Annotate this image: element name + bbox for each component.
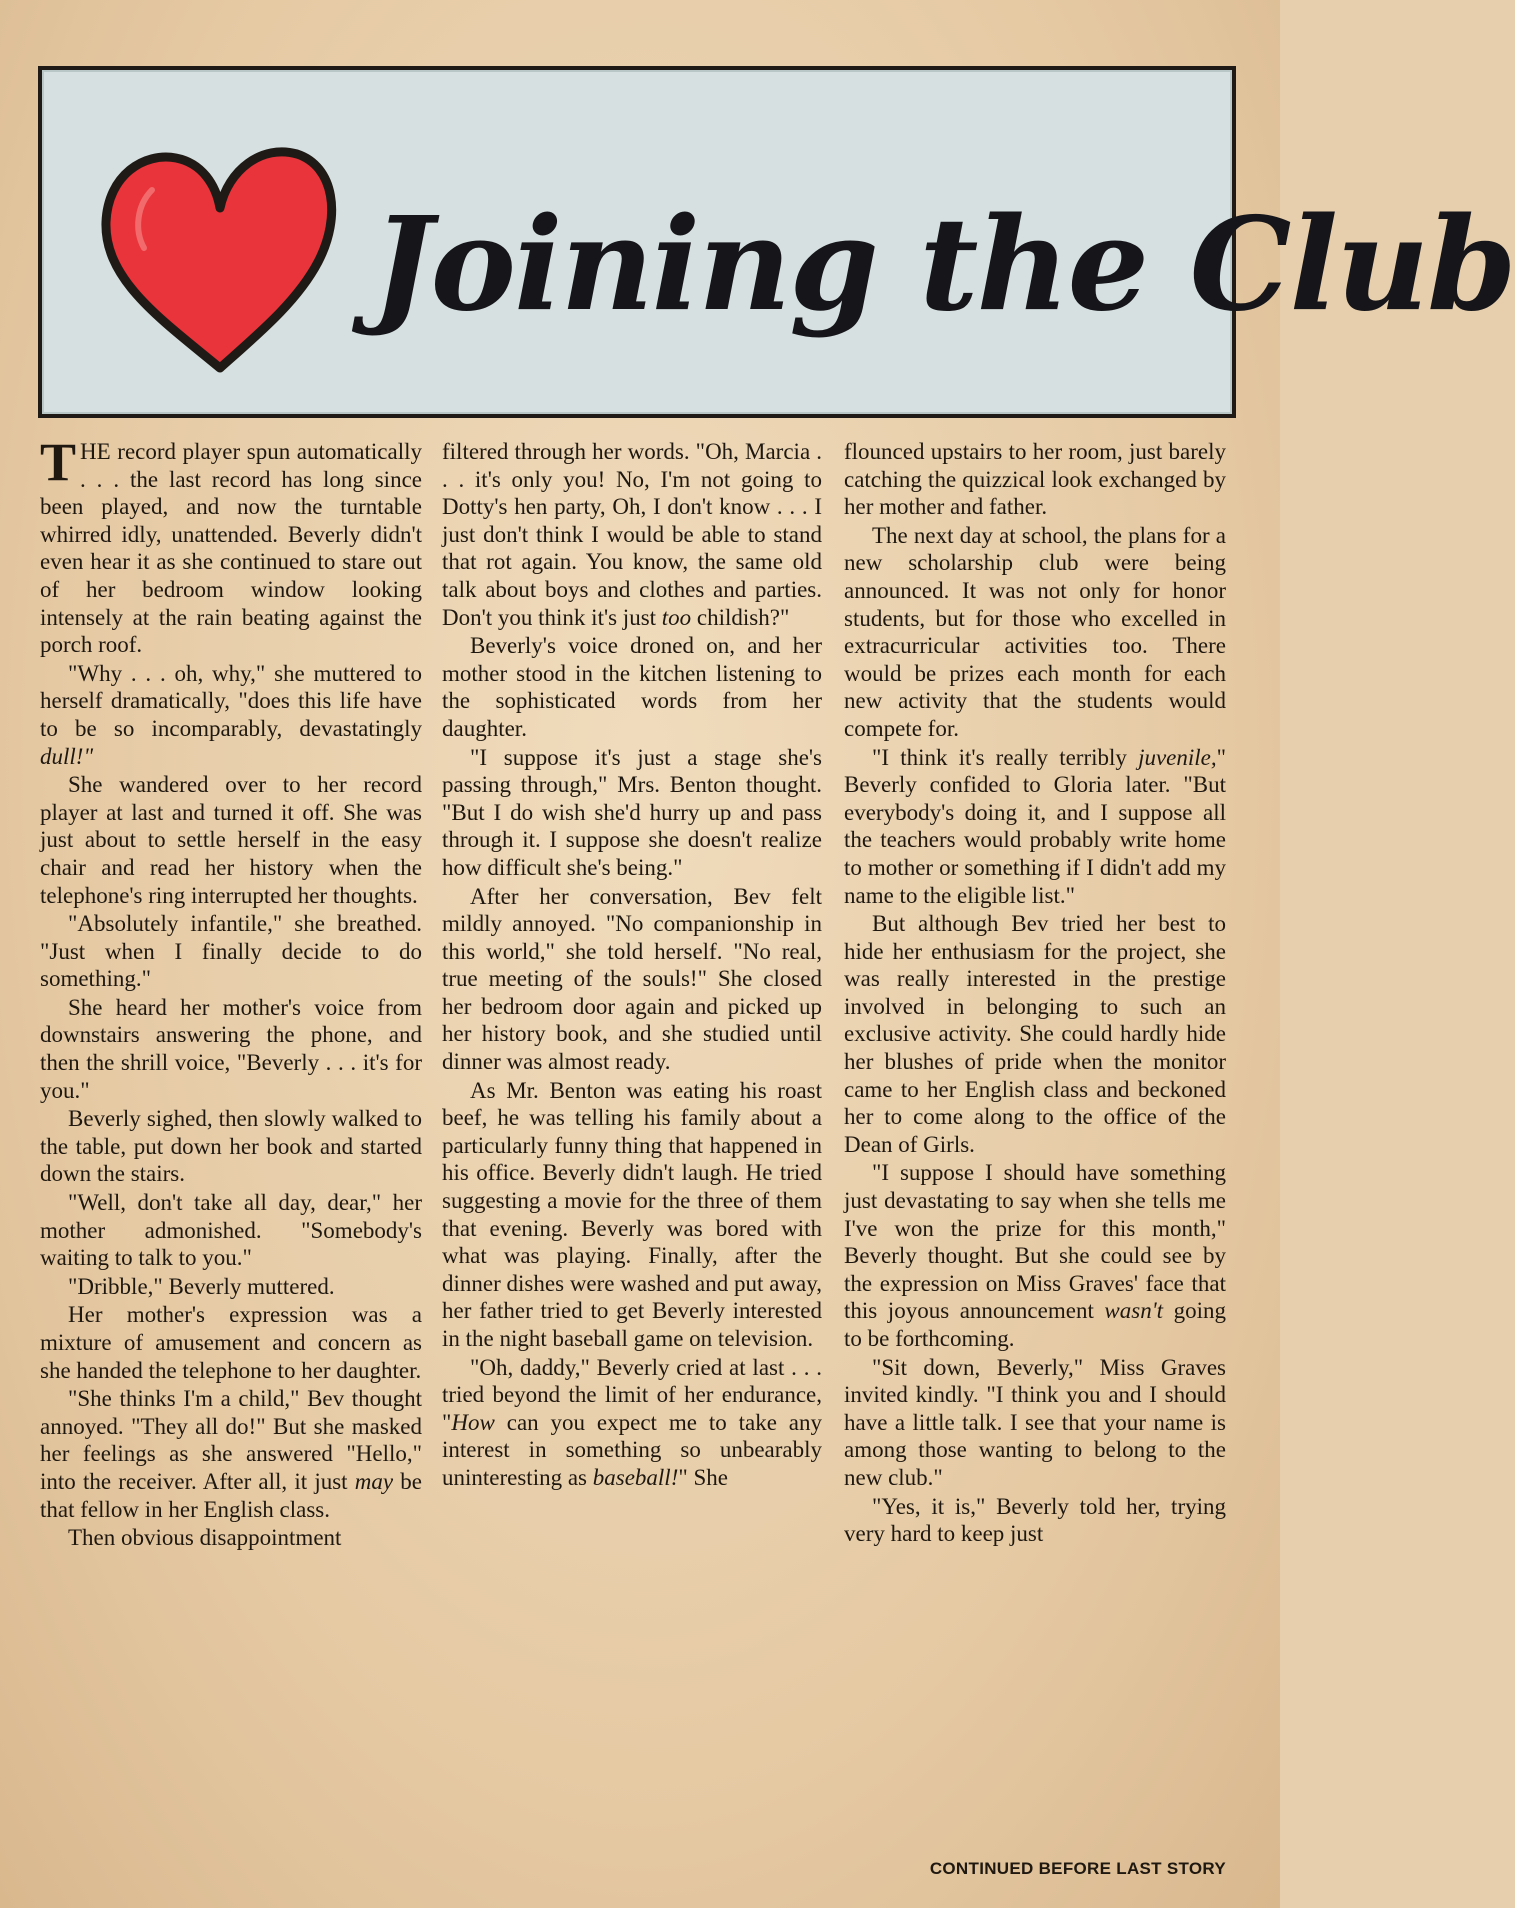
paragraph-text: "Oh, daddy," Beverly cried at last . . . tried beyond the limit of her endurance, " (442, 1354, 822, 1435)
emphasis-text: too (661, 604, 692, 630)
paragraph-text: "She thinks I'm a child," Bev thought annoyed. "They all do!" But she masked her feelings as she answered "Hello," into the receiver. After all, it just (40, 1386, 422, 1494)
paragraph (40, 660, 422, 770)
continued-note: CONTINUED BEFORE LAST STORY (929, 1859, 1226, 1878)
paragraph (844, 1159, 1226, 1352)
heart-icon (92, 130, 347, 380)
emphasis-text: dull!" (40, 743, 94, 769)
paragraph-text: "I suppose I should have something just devastating to say when she tells me I've won the prize for this month," Beverly thought. But she could see by the expression on Miss Graves' face that this joyous announcement (844, 1160, 1226, 1324)
paragraph-text: be that fellow in her English class. (40, 1468, 422, 1522)
paragraph: "I suppose it's just a stage she's passing through," Mrs. Benton thought. "But I do wish she'd hurry up and pass through it. I suppose she doesn't realize how difficult she's being." (442, 744, 822, 880)
paragraph: She heard her mother's voice from downstairs answering the phone, and then the shrill voice, "Beverly . . . it's for you." (40, 994, 422, 1103)
paragraph (442, 1354, 822, 1492)
emphasis-text: juvenile, (1138, 744, 1217, 770)
paragraph: "Absolutely infantile," she breathed. "Just when I finally decide to do something." (40, 911, 422, 992)
paragraph: "Yes, it is," Beverly told her, trying very hard to keep just (844, 1493, 1226, 1547)
paragraph: But although Bev tried her best to hide her enthusiasm for the project, she was really interested in the prestige involved in belonging to such an exclusive activity. She could hardly hide her blushes of pride when the monitor came to her English class and beckoned her to come along to the office of the Dean of Girls. (844, 911, 1226, 1157)
paragraph-text: filtered through her words. "Oh, Marcia . . . it's only you! No, I'm not going to Dotty's hen party, Oh, I don't know . . . I just don't think I would be able to stand that rot again. You know, the same old talk about boys and clothes and parties. Don't you think it's just (442, 439, 822, 630)
paragraph: Beverly sighed, then slowly walked to the table, put down her book and started down the stairs. (40, 1106, 422, 1187)
text-column-1 (40, 432, 422, 1552)
emphasis-text: wasn't (1104, 1298, 1164, 1324)
paragraph: "Sit down, Beverly," Miss Graves invited kindly. "I think you and I should have a little talk. I see that your name is among those wanting to belong to the new club." (844, 1354, 1226, 1490)
paragraph-text: going to be forthcoming. (844, 1298, 1226, 1351)
paragraph: She wandered over to her record player at last and turned it off. She was just about to settle herself in the easy chair and read her history when the telephone's ring interrupted her thoughts. (40, 772, 422, 908)
text-column-2 (442, 438, 822, 1492)
paragraph-text: HE record player spun automatically . . . the last record has long since been played, and now the turntable whirred idly, unattended. Beverly didn't even hear it as she continued to stare out of her bedroom window looking intensely at the rain beating against the porch roof. (40, 439, 422, 658)
title-panel (38, 66, 1515, 418)
paragraph: The next day at school, the plans for a new scholarship club were being announced. It was not only for honor students, but for those who excelled in extracurricular activities too. There would be prizes each month for each new activity that the students would compete for. (844, 522, 1226, 741)
paragraph: "Dribble," Beverly muttered. (68, 1273, 335, 1299)
story-title: Joining the Club (372, 190, 1515, 340)
emphasis-text: may (354, 1468, 394, 1494)
paragraph: "Well, don't take all day, dear," her mother admonished. "Somebody's waiting to talk to you." (40, 1190, 422, 1271)
paragraph (442, 438, 822, 631)
paragraph-text: "I think it's really terribly (872, 744, 1139, 770)
emphasis-text: How (451, 1409, 495, 1435)
paragraph: Her mother's expression was a mixture of amusement and concern as she handed the telephone to her daughter. (40, 1302, 422, 1383)
paragraph: flounced upstairs to her room, just barely catching the quizzical look exchanged by her mother and father. (844, 439, 1226, 520)
paragraph: After her conversation, Bev felt mildly annoyed. "No companionship in this world," she told herself. "No real, true meeting of the souls!" She closed her bedroom door again and picked up her history book, and she studied until dinner was almost ready. (442, 883, 822, 1075)
paragraph: As Mr. Benton was eating his roast beef, he was telling his family about a particularly funny thing that happened in his office. Beverly didn't laugh. He tried suggesting a movie for the three of them that evening. Beverly was bored with what was playing. Finally, after the dinner dishes were washed and put away, her father tried to get Beverly interested in the night baseball game on television. (442, 1077, 822, 1351)
paragraph-text: childish?" (691, 604, 790, 630)
paragraph (40, 432, 422, 659)
drop-cap: T (40, 432, 77, 492)
paragraph (40, 1385, 422, 1523)
paragraph-text: " She (678, 1464, 728, 1490)
paragraph (844, 744, 1226, 910)
paragraph: Beverly's voice droned on, and her mother stood in the kitchen listening to the sophisticated words from her daughter. (442, 633, 822, 741)
paragraph-text: can you expect me to take any interest in something so unbearably uninteresting as (442, 1409, 822, 1490)
paragraph-text: " Beverly confided to Gloria later. "But everybody's doing it, and I suppose all the teachers would probably write home to mother or something if I didn't add my name to the eligible list." (844, 744, 1226, 908)
paragraph-text: "Why . . . oh, why," she muttered to herself dramatically, "does this life have to be so incomparably, devastatingly (40, 660, 422, 741)
paragraph: Then obvious disappointment (68, 1525, 342, 1551)
text-column-3 (844, 438, 1226, 1548)
heart-shape (106, 152, 332, 368)
emphasis-text: baseball! (592, 1464, 679, 1490)
